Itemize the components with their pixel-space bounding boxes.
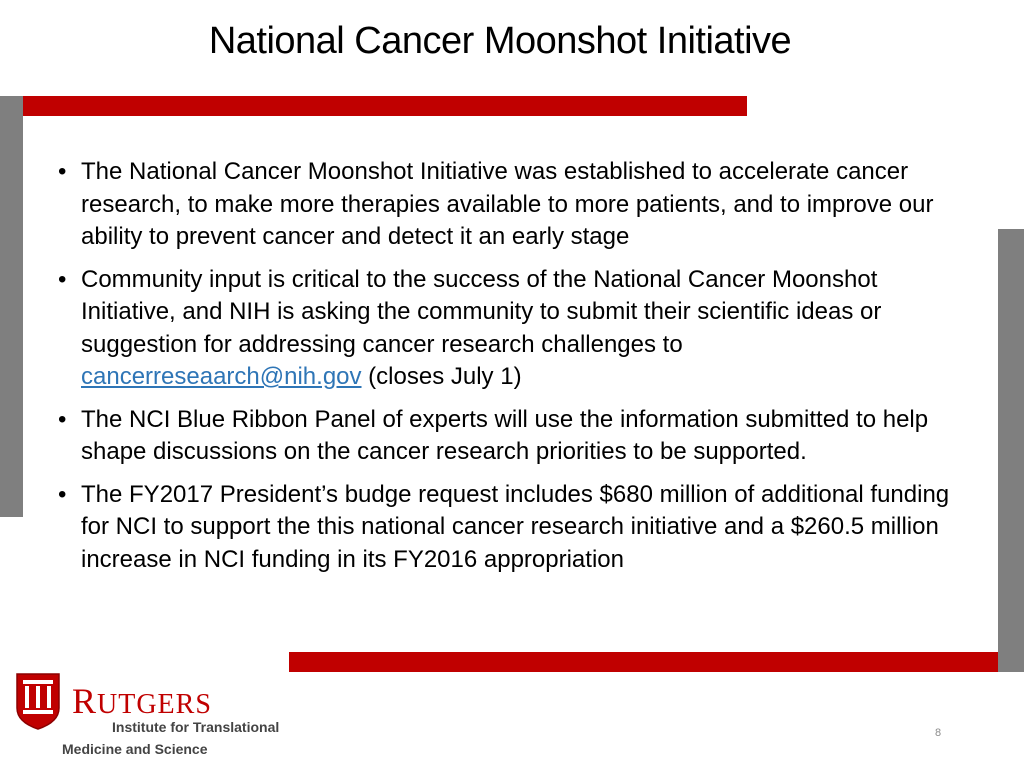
page-number: 8: [935, 727, 942, 739]
bullet-item: [56, 479, 956, 577]
bullet-marker: •: [58, 158, 67, 185]
institute-name-line2: Medicine and Science: [62, 741, 208, 757]
rutgers-wordmark: RUTGERS: [72, 681, 212, 721]
bullet-text: The National Cancer Moonshot Initiative was established to accelerate cancer research, to make more therapies available to more patients, and to improve our ability to prevent cancer and detect it an early stage: [81, 158, 934, 250]
email-link[interactable]: cancerreseaarch@nih.gov: [81, 363, 362, 390]
bullet-text: The NCI Blue Ribbon Panel of experts will use the information submitted to help shape discussions on the cancer research priorities to be supported.: [81, 405, 929, 465]
left-gray-bar: [0, 96, 23, 517]
bullet-item: [56, 264, 956, 394]
institute-name-line1: Institute for Translational: [112, 719, 280, 735]
bullet-marker: •: [58, 405, 67, 433]
right-gray-bar: [998, 229, 1024, 672]
bullet-marker: •: [58, 265, 67, 293]
bullet-marker: •: [58, 480, 67, 508]
bullet-text-suffix: (closes July 1): [361, 363, 522, 390]
bullet-item: [56, 156, 956, 254]
bullet-item: [56, 404, 956, 469]
rutgers-shield-logo: [15, 672, 61, 730]
bottom-red-bar: [289, 652, 998, 672]
bullet-list: [56, 156, 956, 586]
bullet-text: The FY2017 President’s budge request includes $680 million of additional funding for NCI to support the this national cancer research initiative and a $260.5 million increase in NCI funding in its FY2016 appropriation: [81, 480, 950, 573]
bullet-text: Community input is critical to the success of the National Cancer Moonshot Initiative, and NIH is asking the community to submit their scientific ideas or suggestion for addressing cancer research challenges to: [81, 265, 882, 358]
slide-title: National Cancer Moonshot Initiative: [208, 20, 792, 62]
top-red-bar: [23, 96, 747, 116]
